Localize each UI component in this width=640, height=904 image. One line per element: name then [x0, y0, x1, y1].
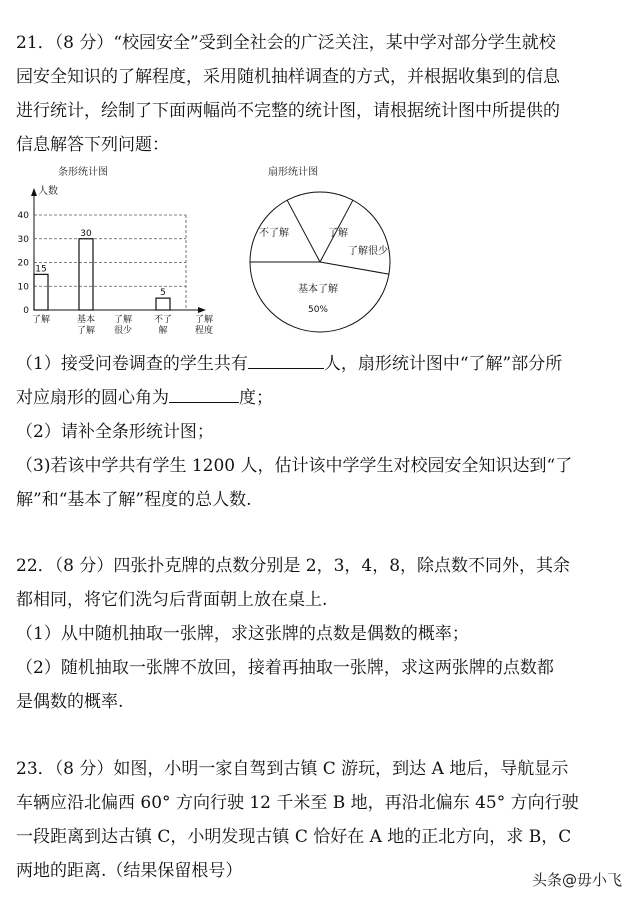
y-tick-label: 0	[23, 306, 29, 316]
category-label: 了解	[76, 326, 96, 336]
q23-line-1: 23．（8 分）如图，小明一家自驾到古镇 C 游玩，到达 A 地后，导航显示	[16, 759, 569, 779]
x-axis-label: 程度	[194, 326, 214, 336]
bar-chart-title: 条形统计图	[58, 167, 108, 178]
q21-line-4: 信息解答下列问题：	[16, 135, 169, 155]
q21-sub3-line1: （3)若该中学共有学生 1200 人，估计该中学学生对校园安全知识达到“了	[16, 456, 573, 476]
x-axis-label: 了解	[194, 315, 214, 325]
q21-sub1-text-b: 人，扇形统计图中“了解”部分所	[323, 354, 563, 374]
bar	[34, 274, 48, 310]
q21-sub1-text-d: 度；	[239, 388, 273, 408]
q22-sub1: （1）从中随机抽取一张牌，求这张牌的点数是偶数的概率；	[16, 624, 469, 644]
q21-line-1: 21．（8 分）“校园安全”受到全社会的广泛关注，某中学对部分学生就校	[16, 33, 556, 53]
q22-sub2-line1: （2）随机抽取一张牌不放回，接着再抽取一张牌，求这两张牌的点数都	[16, 658, 554, 678]
pie-slice-label: 不了解	[259, 228, 289, 239]
y-tick-label: 40	[17, 211, 29, 221]
y-tick-label: 30	[17, 234, 29, 245]
q22-line-2: 都相同，将它们洗匀后背面朝上放在桌上.	[16, 590, 328, 610]
bar-chart	[10, 175, 240, 360]
watermark	[532, 869, 622, 890]
pie-slice-label: 了解很少	[348, 246, 388, 257]
pie-percent-label: 50%	[307, 305, 329, 315]
q22-line-1: 22．（8 分）四张扑克牌的点数分别是 2，3，4，8，除点数不同外，其余	[16, 556, 571, 576]
bar-value-label: 15	[35, 264, 47, 275]
y-axis-arrow	[31, 188, 37, 196]
pie-chart	[245, 180, 395, 340]
category-label: 了解	[31, 315, 51, 325]
q21-intro	[16, 26, 628, 162]
q21-line-2: 园安全知识的了解程度，采用随机抽样调查的方式，并根据收集到的信息	[16, 67, 560, 87]
q23-line-3: 一段距离到达古镇 C，小明发现古镇 C 恰好在 A 地的正北方向，求 B，C	[16, 827, 572, 847]
q23	[16, 752, 628, 888]
q21-line-3: 进行统计，绘制了下面两幅尚不完整的统计图，请根据统计图中所提供的	[16, 101, 560, 121]
bar-value-label: 30	[80, 228, 92, 239]
q23-line-4: 两地的距离.（结果保留根号）	[16, 861, 243, 881]
answer-blank-angle[interactable]	[169, 382, 239, 403]
q21-sub2: （2）请补全条形统计图；	[16, 422, 214, 442]
x-axis-arrow	[198, 307, 206, 313]
q22	[16, 549, 628, 719]
pie-slice-boundary	[320, 262, 389, 274]
pie-slice-label: 基本了解	[298, 284, 338, 295]
pie-slice-label: 了解	[328, 228, 348, 239]
category-label: 很少	[113, 326, 133, 336]
watermark-text: 头条@毋小飞	[531, 871, 622, 889]
y-axis-label: 人数	[38, 186, 58, 197]
q21-sub1-line2	[16, 381, 628, 415]
bar	[79, 239, 93, 310]
pie-chart-title: 扇形统计图	[268, 167, 318, 178]
category-label: 了解	[113, 315, 133, 325]
category-label: 不了	[153, 315, 173, 325]
category-label: 基本	[76, 315, 96, 325]
q21-subquestions	[16, 347, 628, 517]
bar-value-label: 5	[160, 288, 166, 299]
q22-sub2-line2: 是偶数的概率.	[16, 692, 124, 712]
bar	[156, 298, 170, 310]
q21-sub1-text-c: 对应扇形的圆心角为	[16, 388, 169, 408]
q21-sub1-text-a: （1）接受问卷调查的学生共有	[16, 354, 248, 374]
q21-sub1-line1	[16, 347, 628, 381]
answer-blank-total[interactable]	[248, 348, 324, 369]
category-label: 解	[158, 326, 168, 336]
pie-slice-boundary	[287, 200, 320, 262]
y-tick-label: 10	[17, 282, 29, 293]
y-tick-label: 20	[17, 258, 29, 269]
q23-line-2: 车辆应沿北偏西 60° 方向行驶 12 千米至 B 地，再沿北偏东 45° 方向行驶	[16, 793, 579, 813]
q21-sub3-line2: 解”和“基本了解”程度的总人数.	[16, 490, 252, 510]
